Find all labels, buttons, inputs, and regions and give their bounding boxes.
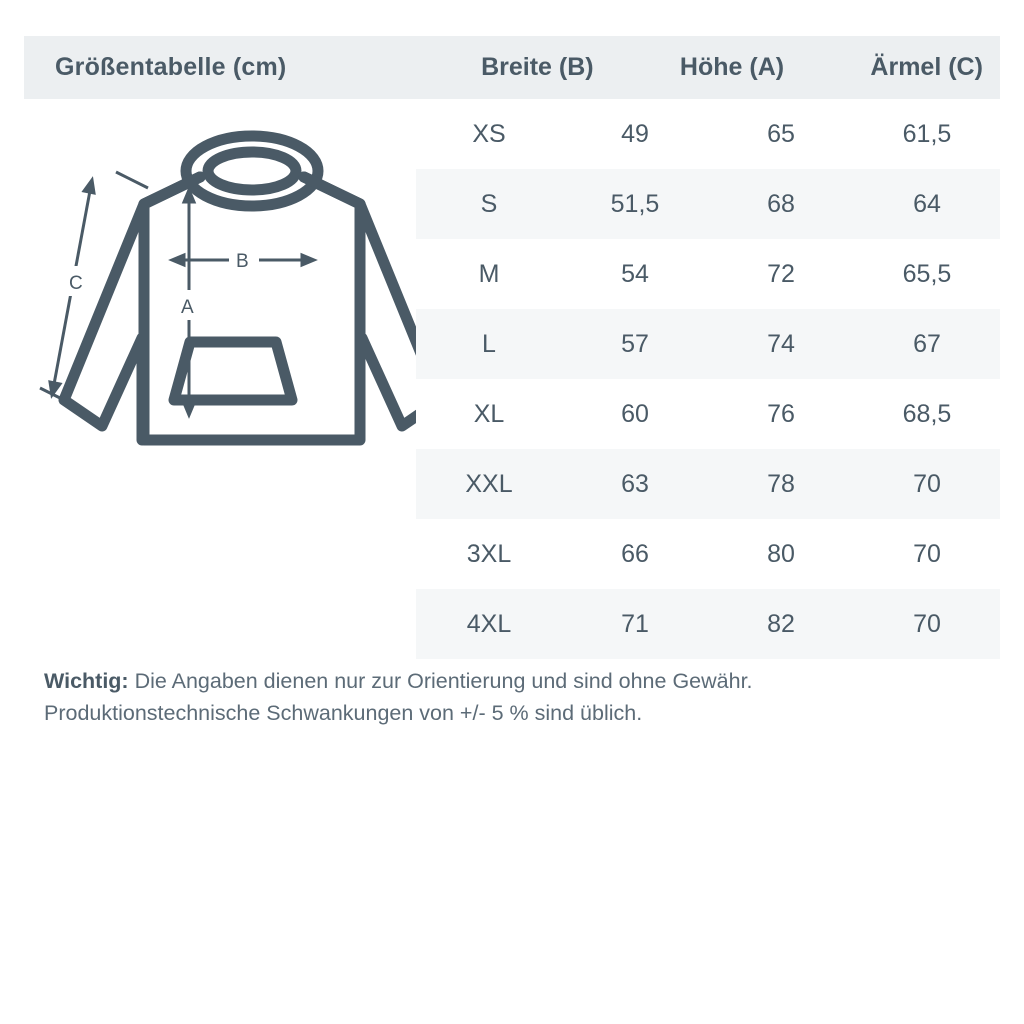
tick-shoulder [116, 172, 148, 188]
label-a: A [181, 297, 194, 318]
table-row [416, 589, 1000, 659]
cell-breite: 51,5 [610, 189, 660, 218]
cell-hoehe: 82 [767, 609, 795, 638]
cell-size: 4XL [466, 609, 512, 638]
cell-aermel: 61,5 [902, 119, 952, 148]
cell-size: L [482, 329, 496, 358]
column-headers [440, 36, 1024, 99]
disclaimer-line1: Die Angaben dienen nur zur Orientierung und sind ohne Gewähr. [128, 669, 753, 693]
disclaimer [44, 665, 1004, 729]
column-header-breite: Breite (B) [481, 53, 594, 81]
cell-hoehe: 74 [767, 329, 795, 358]
label-b: B [236, 251, 249, 272]
cell-aermel: 65,5 [902, 259, 952, 288]
table-header [24, 36, 1000, 99]
cell-breite: 71 [621, 609, 649, 638]
cell-size: S [480, 189, 498, 218]
cell-breite: 49 [621, 119, 649, 148]
table-row [416, 169, 1000, 239]
arrow-b-head-right [302, 255, 314, 265]
cell-hoehe: 78 [767, 469, 795, 498]
cell-size: M [478, 259, 500, 288]
table-row [416, 239, 1000, 309]
column-header-hoehe: Höhe (A) [679, 53, 785, 81]
disclaimer-line2: Produktionstechnische Schwankungen von +/- 5 % sind üblich. [44, 701, 643, 725]
cell-size: XXL [465, 469, 513, 498]
table-row [416, 309, 1000, 379]
cell-breite: 66 [621, 539, 649, 568]
cell-hoehe: 80 [767, 539, 795, 568]
cell-hoehe: 76 [767, 399, 795, 428]
cell-hoehe: 65 [767, 119, 795, 148]
cell-aermel: 70 [913, 539, 941, 568]
disclaimer-label: Wichtig: [44, 669, 129, 693]
cell-size: XS [472, 119, 506, 148]
cell-aermel: 68,5 [902, 399, 952, 428]
arrow-c-head-top [84, 180, 94, 193]
page-title: Größentabelle (cm) [55, 53, 287, 81]
table-row [416, 379, 1000, 449]
cell-breite: 63 [621, 469, 649, 498]
cell-size: XL [473, 399, 505, 428]
arrow-b-head-left [172, 255, 184, 265]
hood-inner-icon [208, 152, 296, 190]
cell-size: 3XL [466, 539, 512, 568]
arrow-a-head-bottom [184, 403, 194, 415]
column-header-aermel: Ärmel (C) [870, 53, 983, 81]
cell-breite: 60 [621, 399, 649, 428]
table-row [416, 519, 1000, 589]
cell-hoehe: 68 [767, 189, 795, 218]
cell-hoehe: 72 [767, 259, 795, 288]
table-row [416, 449, 1000, 519]
size-table [416, 99, 1000, 659]
pocket-icon [174, 342, 292, 400]
cell-breite: 57 [621, 329, 649, 358]
cell-breite: 54 [621, 259, 649, 288]
label-c: C [69, 273, 83, 294]
table-row [416, 99, 1000, 169]
cell-aermel: 70 [913, 469, 941, 498]
hoodie-diagram [24, 110, 416, 650]
cell-aermel: 67 [913, 329, 941, 358]
cell-aermel: 70 [913, 609, 941, 638]
cell-aermel: 64 [913, 189, 941, 218]
